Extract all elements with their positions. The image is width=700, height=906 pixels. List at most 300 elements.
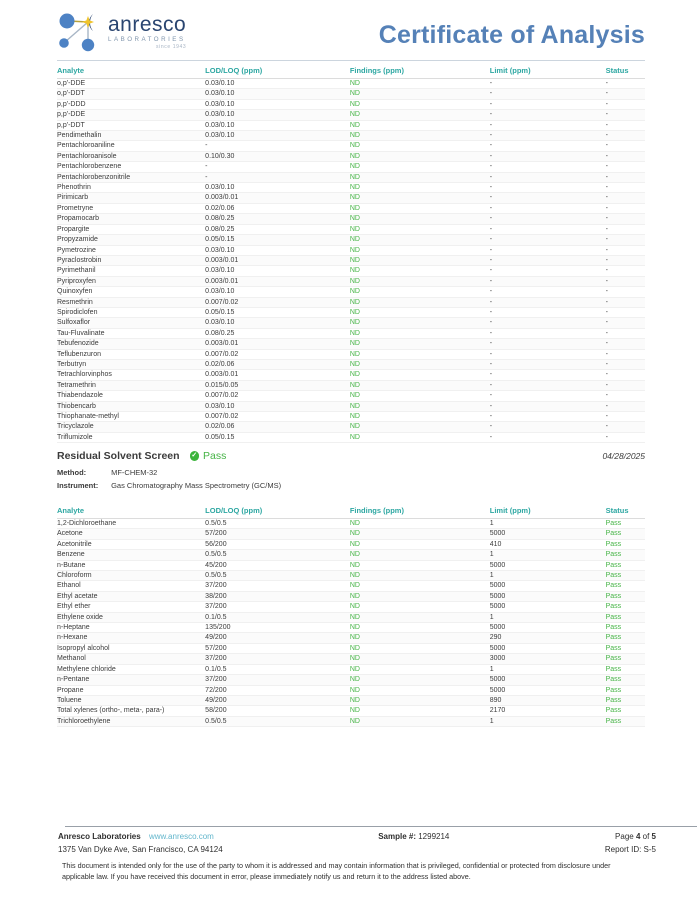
limit-cell: -	[490, 370, 606, 380]
status-cell: Pass	[606, 695, 645, 705]
lod-cell: 37/200	[205, 654, 350, 664]
findings-cell: ND	[350, 276, 490, 286]
status-cell: -	[606, 318, 645, 328]
analyte-cell: Thiobencarb	[57, 401, 205, 411]
limit-cell: -	[490, 401, 606, 411]
table-row	[57, 643, 645, 653]
lod-cell: 0.03/0.10	[205, 266, 350, 276]
table-row	[57, 422, 645, 432]
limit-cell: 1	[490, 612, 606, 622]
status-cell: -	[606, 401, 645, 411]
table-row	[57, 141, 645, 151]
analyte-cell: Trichloroethylene	[57, 716, 205, 726]
findings-cell: ND	[350, 131, 490, 141]
limit-cell: -	[490, 422, 606, 432]
lod-cell: 0.05/0.15	[205, 307, 350, 317]
col-header-limit: Limit (ppm)	[490, 504, 606, 519]
status-cell: Pass	[606, 654, 645, 664]
table-row	[57, 339, 645, 349]
lod-cell: 0.007/0.02	[205, 391, 350, 401]
table-row	[57, 276, 645, 286]
findings-cell: ND	[350, 422, 490, 432]
analyte-cell: Pentachlorobenzene	[57, 162, 205, 172]
col-header-analyte: Analyte	[57, 64, 205, 79]
col-header-lodloq: LOD/LOQ (ppm)	[205, 64, 350, 79]
table-row	[57, 120, 645, 130]
col-header-status: Status	[606, 504, 645, 519]
residual-solvent-section	[57, 449, 645, 490]
lod-cell: 0.10/0.30	[205, 151, 350, 161]
instrument-label: Instrument:	[57, 481, 99, 490]
lod-cell: 0.08/0.25	[205, 224, 350, 234]
limit-cell: -	[490, 172, 606, 182]
status-cell: -	[606, 120, 645, 130]
limit-cell: -	[490, 297, 606, 307]
lod-cell: 0.007/0.02	[205, 297, 350, 307]
findings-cell: ND	[350, 183, 490, 193]
findings-cell: ND	[350, 380, 490, 390]
analyte-cell: Pyrimethanil	[57, 266, 205, 276]
analyte-cell: Ethyl acetate	[57, 591, 205, 601]
pesticide-table-container	[57, 64, 645, 443]
table-row	[57, 79, 645, 89]
status-cell: Pass	[606, 706, 645, 716]
method-value: MF-CHEM-32	[111, 467, 158, 477]
status-cell: Pass	[606, 612, 645, 622]
page-number: 4	[635, 832, 641, 841]
findings-cell: ND	[350, 643, 490, 653]
analyte-cell: Tebufenozide	[57, 339, 205, 349]
analyte-cell: Propargite	[57, 224, 205, 234]
table-row	[57, 287, 645, 297]
lod-cell: 0.03/0.10	[205, 110, 350, 120]
lod-cell: 0.03/0.10	[205, 79, 350, 89]
analyte-cell: Chloroform	[57, 571, 205, 581]
status-cell: -	[606, 339, 645, 349]
findings-cell: ND	[350, 99, 490, 109]
table-row	[57, 307, 645, 317]
status-cell: Pass	[606, 602, 645, 612]
status-cell: -	[606, 380, 645, 390]
lod-cell: 37/200	[205, 675, 350, 685]
table-row	[57, 623, 645, 633]
findings-cell: ND	[350, 151, 490, 161]
findings-cell: ND	[350, 591, 490, 601]
analyte-cell: Tricyclazole	[57, 422, 205, 432]
pesticide-header-row	[57, 64, 645, 79]
analyte-cell: Pymetrozine	[57, 245, 205, 255]
status-cell: -	[606, 131, 645, 141]
table-row	[57, 245, 645, 255]
limit-cell: -	[490, 224, 606, 234]
limit-cell: -	[490, 266, 606, 276]
table-row	[57, 224, 645, 234]
lod-cell: 0.08/0.25	[205, 214, 350, 224]
limit-cell: -	[490, 380, 606, 390]
limit-cell: 5000	[490, 643, 606, 653]
limit-cell: -	[490, 193, 606, 203]
company-website-link[interactable]: www.anresco.com	[148, 832, 214, 841]
findings-cell: ND	[350, 214, 490, 224]
findings-cell: ND	[350, 89, 490, 99]
page-total: 5	[651, 832, 656, 841]
table-row	[57, 602, 645, 612]
findings-cell: ND	[350, 539, 490, 549]
status-cell: -	[606, 422, 645, 432]
table-row	[57, 675, 645, 685]
limit-cell: 5000	[490, 675, 606, 685]
footer-company-row	[58, 832, 223, 841]
table-row	[57, 89, 645, 99]
status-cell: Pass	[606, 643, 645, 653]
findings-cell: ND	[350, 623, 490, 633]
limit-cell: -	[490, 328, 606, 338]
analyte-cell: Propane	[57, 685, 205, 695]
findings-cell: ND	[350, 529, 490, 539]
solvent-table	[57, 504, 645, 727]
status-cell: -	[606, 110, 645, 120]
logo-text	[108, 15, 186, 50]
method-label: Method:	[57, 467, 87, 477]
analyte-cell: Thiophanate-methyl	[57, 412, 205, 422]
lod-cell: 0.03/0.10	[205, 99, 350, 109]
analyte-cell: n-Hexane	[57, 633, 205, 643]
limit-cell: -	[490, 89, 606, 99]
limit-cell: 5000	[490, 591, 606, 601]
analyte-cell: Benzene	[57, 550, 205, 560]
status-cell: Pass	[606, 571, 645, 581]
table-row	[57, 162, 645, 172]
analyte-cell: Tetrachlorvinphos	[57, 370, 205, 380]
table-row	[57, 131, 645, 141]
report-id: Report ID: S-5	[604, 844, 656, 854]
anresco-logo	[57, 6, 186, 54]
limit-cell: 5000	[490, 560, 606, 570]
table-row	[57, 203, 645, 213]
status-cell: -	[606, 370, 645, 380]
status-cell: -	[606, 359, 645, 369]
logo-subtitle: LABORATORIES	[108, 36, 186, 43]
company-address: 1375 Van Dyke Ave, San Francisco, CA 94124	[58, 844, 223, 854]
lod-cell: 0.05/0.15	[205, 235, 350, 245]
molecule-logo-icon	[57, 8, 107, 54]
findings-cell: ND	[350, 550, 490, 560]
lod-cell: 0.007/0.02	[205, 412, 350, 422]
analyte-cell: p,p'-DDD	[57, 99, 205, 109]
analyte-cell: Tau-Fluvalinate	[57, 328, 205, 338]
lod-cell: 0.5/0.5	[205, 571, 350, 581]
page-of-word: of	[642, 832, 650, 841]
findings-cell: ND	[350, 716, 490, 726]
table-row	[57, 328, 645, 338]
analyte-cell: Methylene chloride	[57, 664, 205, 674]
lod-cell: -	[205, 141, 350, 151]
status-cell: -	[606, 245, 645, 255]
status-cell: -	[606, 162, 645, 172]
limit-cell: -	[490, 307, 606, 317]
findings-cell: ND	[350, 654, 490, 664]
pesticide-table	[57, 64, 645, 443]
analyte-cell: Total xylenes (ortho-, meta-, para-)	[57, 706, 205, 716]
findings-cell: ND	[350, 612, 490, 622]
limit-cell: 5000	[490, 529, 606, 539]
col-header-status: Status	[606, 64, 645, 79]
table-row	[57, 519, 645, 529]
limit-cell: 1	[490, 571, 606, 581]
table-row	[57, 695, 645, 705]
limit-cell: -	[490, 287, 606, 297]
findings-cell: ND	[350, 224, 490, 234]
findings-cell: ND	[350, 235, 490, 245]
logo-tagline: since 1943	[156, 44, 187, 50]
instrument-value: Gas Chromatography Mass Spectrometry (GC/MS)	[111, 481, 282, 490]
findings-cell: ND	[350, 706, 490, 716]
analyte-cell: Thiabendazole	[57, 391, 205, 401]
table-row	[57, 550, 645, 560]
table-row	[57, 706, 645, 716]
lod-cell: 0.03/0.10	[205, 183, 350, 193]
lod-cell: 57/200	[205, 529, 350, 539]
col-header-findings: Findings (ppm)	[350, 504, 490, 519]
status-cell: Pass	[606, 716, 645, 726]
limit-cell: -	[490, 276, 606, 286]
analyte-cell: Teflubenzuron	[57, 349, 205, 359]
table-row	[57, 716, 645, 726]
analysis-date: 04/28/2025	[602, 451, 645, 461]
limit-cell: 1	[490, 550, 606, 560]
table-row	[57, 560, 645, 570]
pass-result-label: Pass	[203, 450, 227, 462]
lod-cell: 0.03/0.10	[205, 131, 350, 141]
limit-cell: 5000	[490, 602, 606, 612]
table-row	[57, 172, 645, 182]
lod-cell: 0.03/0.10	[205, 318, 350, 328]
status-cell: Pass	[606, 633, 645, 643]
analyte-cell: Ethylene oxide	[57, 612, 205, 622]
analyte-cell: Pendimethalin	[57, 131, 205, 141]
instrument-row	[57, 481, 645, 490]
lod-cell: 0.02/0.06	[205, 359, 350, 369]
table-row	[57, 654, 645, 664]
findings-cell: ND	[350, 370, 490, 380]
col-header-limit: Limit (ppm)	[490, 64, 606, 79]
findings-cell: ND	[350, 581, 490, 591]
table-row	[57, 370, 645, 380]
limit-cell: 1	[490, 519, 606, 529]
solvent-table-body	[57, 519, 645, 727]
lod-cell: 0.5/0.5	[205, 716, 350, 726]
table-row	[57, 349, 645, 359]
footer-divider	[65, 826, 697, 827]
findings-cell: ND	[350, 560, 490, 570]
lod-cell: 56/200	[205, 539, 350, 549]
analyte-cell: Ethanol	[57, 581, 205, 591]
table-row	[57, 380, 645, 390]
lod-cell: 0.03/0.10	[205, 89, 350, 99]
limit-cell: -	[490, 183, 606, 193]
status-cell: -	[606, 141, 645, 151]
analyte-cell: Pyriproxyfen	[57, 276, 205, 286]
status-cell: -	[606, 89, 645, 99]
limit-cell: -	[490, 432, 606, 442]
status-cell: Pass	[606, 591, 645, 601]
status-cell: Pass	[606, 550, 645, 560]
analyte-cell: Prometryne	[57, 203, 205, 213]
table-row	[57, 539, 645, 549]
status-cell: -	[606, 193, 645, 203]
lod-cell: 0.003/0.01	[205, 276, 350, 286]
table-row	[57, 359, 645, 369]
findings-cell: ND	[350, 328, 490, 338]
findings-cell: ND	[350, 120, 490, 130]
findings-cell: ND	[350, 266, 490, 276]
limit-cell: -	[490, 110, 606, 120]
limit-cell: -	[490, 131, 606, 141]
analyte-cell: Toluene	[57, 695, 205, 705]
lod-cell: 0.03/0.10	[205, 245, 350, 255]
lod-cell: -	[205, 172, 350, 182]
findings-cell: ND	[350, 432, 490, 442]
status-cell: -	[606, 412, 645, 422]
analyte-cell: Pirimicarb	[57, 193, 205, 203]
limit-cell: -	[490, 359, 606, 369]
status-cell: Pass	[606, 664, 645, 674]
analyte-cell: o,p'-DDT	[57, 89, 205, 99]
limit-cell: 2170	[490, 706, 606, 716]
header-divider	[57, 60, 645, 61]
limit-cell: -	[490, 162, 606, 172]
findings-cell: ND	[350, 297, 490, 307]
analyte-cell: n-Heptane	[57, 623, 205, 633]
disclaimer-text: This document is intended only for the use of the party to whom it is addressed and may contain information that is privileged, confidential or protected from disclosure under applicable law. If you have received this document in error, please immediately notify us and return it to the address listed above.	[62, 861, 611, 881]
table-row	[57, 235, 645, 245]
col-header-lodloq: LOD/LOQ (ppm)	[205, 504, 350, 519]
lod-cell: 37/200	[205, 602, 350, 612]
analyte-cell: Spirodiclofen	[57, 307, 205, 317]
solvent-header-row	[57, 504, 645, 519]
footer-page-block	[605, 832, 656, 854]
findings-cell: ND	[350, 141, 490, 151]
status-cell: -	[606, 99, 645, 109]
page-header	[57, 6, 645, 58]
lod-cell: 57/200	[205, 643, 350, 653]
findings-cell: ND	[350, 318, 490, 328]
lod-cell: 0.02/0.06	[205, 203, 350, 213]
findings-cell: ND	[350, 203, 490, 213]
analyte-cell: Pentachloroaniline	[57, 141, 205, 151]
status-cell: -	[606, 328, 645, 338]
table-row	[57, 685, 645, 695]
lod-cell: 45/200	[205, 560, 350, 570]
limit-cell: -	[490, 318, 606, 328]
findings-cell: ND	[350, 349, 490, 359]
analyte-cell: o,p'-DDE	[57, 79, 205, 89]
table-row	[57, 612, 645, 622]
status-cell: Pass	[606, 519, 645, 529]
findings-cell: ND	[350, 412, 490, 422]
lod-cell: 58/200	[205, 706, 350, 716]
lod-cell: -	[205, 162, 350, 172]
findings-cell: ND	[350, 675, 490, 685]
analyte-cell: Acetone	[57, 529, 205, 539]
lod-cell: 0.1/0.5	[205, 612, 350, 622]
status-cell: -	[606, 183, 645, 193]
limit-cell: -	[490, 214, 606, 224]
findings-cell: ND	[350, 307, 490, 317]
findings-cell: ND	[350, 359, 490, 369]
analyte-cell: Propamocarb	[57, 214, 205, 224]
table-row	[57, 183, 645, 193]
check-circle-icon: ✓	[191, 452, 198, 460]
lod-cell: 0.03/0.10	[205, 401, 350, 411]
findings-cell: ND	[350, 401, 490, 411]
page-title: Certificate of Analysis	[378, 21, 645, 49]
lod-cell: 49/200	[205, 695, 350, 705]
findings-cell: ND	[350, 255, 490, 265]
analyte-cell: Pentachlorobenzonitrile	[57, 172, 205, 182]
table-row	[57, 318, 645, 328]
analyte-cell: Triflumizole	[57, 432, 205, 442]
analyte-cell: Acetonitrile	[57, 539, 205, 549]
lod-cell: 38/200	[205, 591, 350, 601]
limit-cell: -	[490, 412, 606, 422]
limit-cell: 5000	[490, 623, 606, 633]
table-row	[57, 633, 645, 643]
limit-cell: -	[490, 151, 606, 161]
lod-cell: 0.003/0.01	[205, 255, 350, 265]
analyte-cell: p,p'-DDE	[57, 110, 205, 120]
lod-cell: 0.007/0.02	[205, 349, 350, 359]
table-row	[57, 664, 645, 674]
limit-cell: 1	[490, 664, 606, 674]
table-row	[57, 193, 645, 203]
table-row	[57, 214, 645, 224]
section-heading-row	[57, 449, 645, 463]
status-cell: Pass	[606, 685, 645, 695]
status-cell: -	[606, 266, 645, 276]
analyte-cell: Isopropyl alcohol	[57, 643, 205, 653]
status-cell: -	[606, 203, 645, 213]
findings-cell: ND	[350, 391, 490, 401]
lod-cell: 0.08/0.25	[205, 328, 350, 338]
table-row	[57, 99, 645, 109]
findings-cell: ND	[350, 664, 490, 674]
table-row	[57, 412, 645, 422]
method-row	[57, 468, 645, 477]
findings-cell: ND	[350, 110, 490, 120]
lod-cell: 0.015/0.05	[205, 380, 350, 390]
logo-wordmark: anresco	[108, 13, 187, 36]
lod-cell: 0.02/0.06	[205, 422, 350, 432]
status-cell: Pass	[606, 560, 645, 570]
lod-cell: 72/200	[205, 685, 350, 695]
limit-cell: -	[490, 349, 606, 359]
analyte-cell: Pyraclostrobin	[57, 255, 205, 265]
lod-cell: 0.03/0.10	[205, 120, 350, 130]
status-cell: -	[606, 151, 645, 161]
analyte-cell: Tetramethrin	[57, 380, 205, 390]
lod-cell: 135/200	[205, 623, 350, 633]
sample-number-block	[378, 832, 449, 854]
col-header-analyte: Analyte	[57, 504, 205, 519]
table-row	[57, 529, 645, 539]
table-row	[57, 591, 645, 601]
lod-cell: 0.003/0.01	[205, 339, 350, 349]
limit-cell: 290	[490, 633, 606, 643]
footer-company-block	[58, 832, 223, 854]
status-cell: Pass	[606, 581, 645, 591]
table-row	[57, 255, 645, 265]
